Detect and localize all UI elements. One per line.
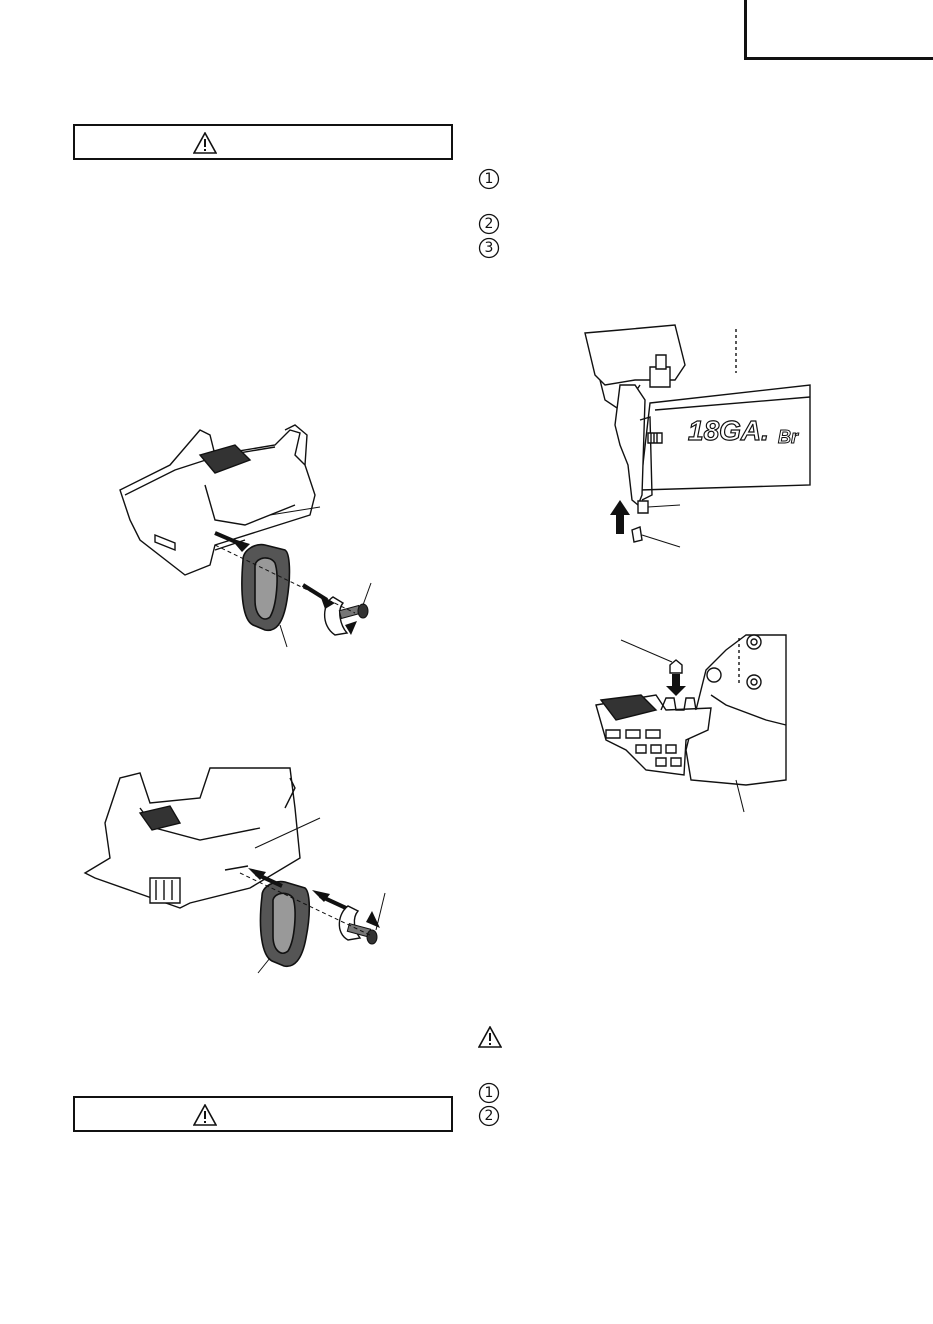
figure-belt-hook-removal [115, 425, 380, 640]
step-number: 2 [484, 1108, 494, 1124]
nailer-side-label: 18GA. [688, 415, 769, 446]
language-tab [744, 0, 933, 60]
figure-cap-storage [596, 630, 791, 820]
step-number: 3 [484, 240, 494, 256]
down-arrow-icon [666, 674, 686, 696]
circled-number-2-icon [478, 213, 500, 240]
caution-box-bottom [73, 1096, 453, 1132]
step-number: 1 [484, 1085, 494, 1101]
figure-belt-hook-attach [80, 768, 400, 973]
figure-nailer-nose [580, 325, 810, 550]
warning-triangle-icon [193, 1104, 217, 1126]
warning-triangle-icon [193, 132, 217, 154]
caution-box-top [73, 124, 453, 160]
circled-number-3-icon [478, 237, 500, 264]
circled-number-2-icon [478, 1105, 500, 1132]
step-number: 2 [484, 216, 494, 232]
nailer-side-label-partial: Br [778, 427, 799, 447]
step-number: 1 [484, 171, 494, 187]
circled-number-1-icon [478, 168, 500, 195]
up-arrow-icon [610, 500, 630, 534]
warning-triangle-icon [478, 1026, 502, 1048]
